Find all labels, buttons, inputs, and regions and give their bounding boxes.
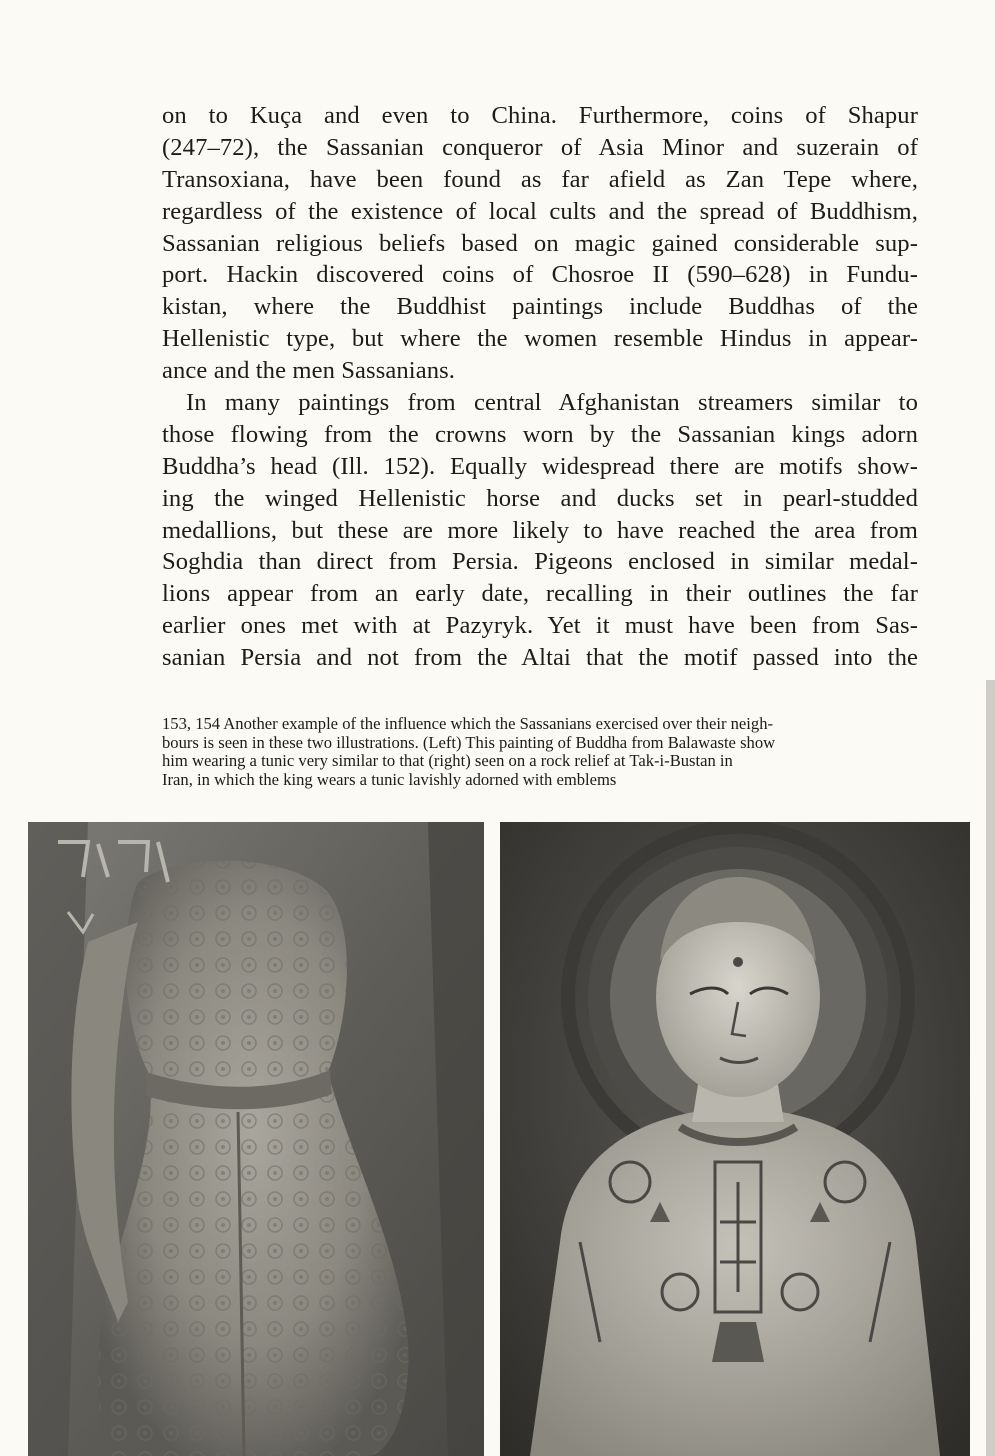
text-line: ance and the men Sassanians. — [162, 357, 456, 385]
buddha-illustration — [500, 822, 970, 1456]
text-line: sanian Persia and not from the Altai that the motif passed into the — [162, 644, 918, 672]
page-edge-shadow — [986, 680, 995, 1456]
text-line: lions appear from an early date, recalling in their outlines the far — [162, 580, 918, 608]
text-line: kistan, where the Buddhist paintings include Buddhas of the — [162, 293, 918, 321]
relief-illustration — [28, 822, 484, 1456]
text-line: earlier ones met with at Pazyryk. Yet it must have been from Sas- — [162, 612, 918, 640]
text-line: those flowing from the crowns worn by the Sassanian kings adorn — [162, 420, 918, 448]
text-line: Sassanian religious beliefs based on magic gained considerable sup- — [162, 229, 918, 257]
text-line: Hellenistic type, but where the women resemble Hindus in appear- — [162, 325, 918, 353]
buddha-painting-photo — [500, 822, 970, 1456]
caption-line: 153, 154 Another example of the influence which the Sassanians exercised over their neigh- — [162, 715, 774, 733]
text-line: Buddha’s head (Ill. 152). Equally widespread there are motifs show- — [162, 452, 918, 480]
figure-caption — [162, 715, 995, 789]
text-line: on to Kuça and even to China. Furthermore, coins of Shapur — [162, 102, 918, 129]
text-line: In many paintings from central Afghanistan streamers similar to — [186, 389, 918, 417]
text-line: Soghdia than direct from Persia. Pigeons enclosed in similar medal- — [162, 548, 918, 576]
text-line: regardless of the existence of local cults and the spread of Buddhism, — [162, 197, 918, 225]
caption-line: bours is seen in these two illustrations. (Left) This painting of Buddha from Balawaste show — [162, 733, 776, 752]
body-text — [162, 100, 918, 674]
text-line: medallions, but these are more likely to have reached the area from — [162, 516, 918, 544]
text-line: Transoxiana, have been found as far afield as Zan Tepe where, — [162, 165, 918, 193]
caption-line: Iran, in which the king wears a tunic lavishly adorned with emblems — [162, 770, 617, 789]
text-line: (247–72), the Sassanian conqueror of Asia Minor and suzerain of — [162, 133, 918, 161]
text-line: port. Hackin discovered coins of Chosroe II (590–628) in Fundu- — [162, 261, 918, 289]
caption-line: him wearing a tunic very similar to that (right) seen on a rock relief at Tak-i-Bustan in — [162, 752, 733, 771]
text-line: ing the winged Hellenistic horse and ducks set in pearl-studded — [162, 484, 918, 512]
relief-photo — [28, 822, 484, 1456]
